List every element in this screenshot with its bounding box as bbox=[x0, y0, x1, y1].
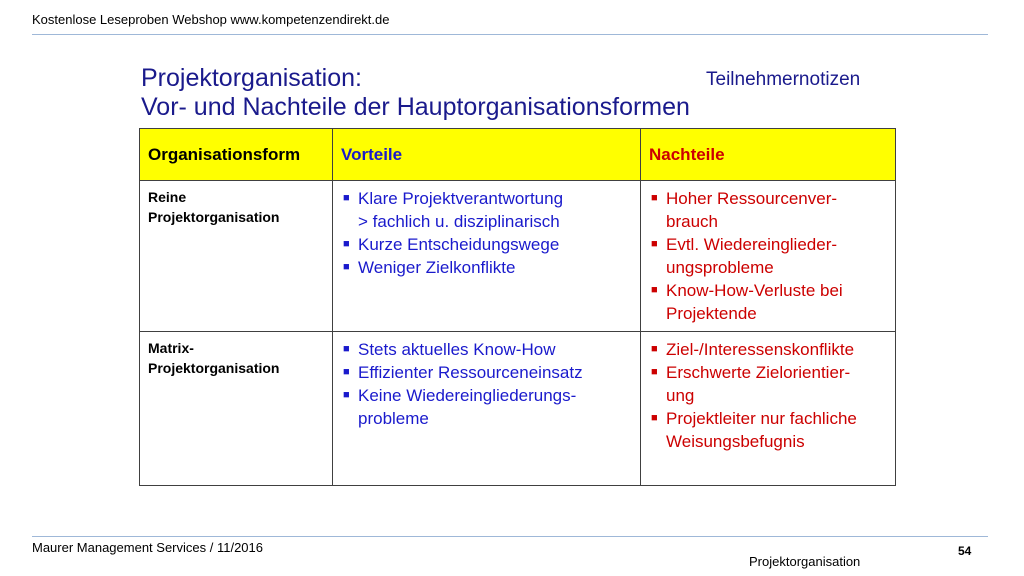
nachteile-cell bbox=[641, 332, 896, 486]
square-bullet-icon: ■ bbox=[343, 343, 350, 355]
vorteile-cell bbox=[333, 332, 641, 486]
org-label-line-1: Reine bbox=[148, 189, 187, 205]
table-row bbox=[140, 332, 896, 486]
list-item-text: Know-How-Verluste bei Projektende bbox=[666, 281, 843, 323]
list-item-text: Evtl. Wiedereinglieder- ungsprobleme bbox=[666, 235, 838, 277]
square-bullet-icon: ■ bbox=[651, 412, 658, 424]
notes-label: Teilnehmernotizen bbox=[706, 69, 861, 90]
header-vorteile: Vorteile bbox=[333, 129, 641, 181]
page-number: 54 bbox=[958, 544, 972, 558]
header-divider bbox=[32, 34, 988, 35]
list-item bbox=[343, 187, 632, 233]
list-item bbox=[651, 279, 887, 325]
title-line-1: Projektorganisation: bbox=[141, 64, 362, 92]
table-row bbox=[140, 181, 896, 332]
org-label-line-2: Projektorganisation bbox=[148, 360, 280, 376]
list-item-text: Klare Projektverantwortung > fachlich u. disziplinarisch bbox=[358, 189, 564, 231]
list-item-text: Hoher Ressourcenver- brauch bbox=[666, 189, 838, 231]
list-item bbox=[343, 384, 632, 430]
footer-credit: Maurer Management Services / 11/2016 bbox=[32, 540, 263, 555]
table-header-row bbox=[140, 129, 896, 181]
square-bullet-icon: ■ bbox=[343, 389, 350, 401]
list-item bbox=[651, 407, 887, 453]
list-item bbox=[651, 187, 887, 233]
footer-section-label: Projektorganisation bbox=[749, 554, 861, 569]
header-text: Kostenlose Leseproben Webshop www.kompetenzendirekt.de bbox=[32, 12, 390, 27]
list-item bbox=[651, 233, 887, 279]
square-bullet-icon: ■ bbox=[343, 261, 350, 273]
square-bullet-icon: ■ bbox=[343, 238, 350, 250]
square-bullet-icon: ■ bbox=[343, 366, 350, 378]
square-bullet-icon: ■ bbox=[651, 192, 658, 204]
square-bullet-icon: ■ bbox=[651, 366, 658, 378]
list-item-text: Projektleiter nur fachliche Weisungsbefugnis bbox=[666, 409, 857, 451]
list-item-text: Keine Wiedereingliederungs- probleme bbox=[358, 386, 577, 428]
nachteile-cell bbox=[641, 181, 896, 332]
org-cell bbox=[140, 181, 333, 332]
list-item-text: Stets aktuelles Know-How bbox=[358, 340, 556, 359]
list-item-text: Effizienter Ressourceneinsatz bbox=[358, 363, 583, 382]
comparison-table bbox=[139, 128, 896, 486]
footer-divider bbox=[32, 536, 988, 537]
list-item-text: Kurze Entscheidungswege bbox=[358, 235, 560, 254]
list-item bbox=[343, 361, 632, 384]
list-item bbox=[343, 256, 632, 279]
list-item bbox=[343, 338, 632, 361]
slide-title bbox=[141, 64, 690, 122]
square-bullet-icon: ■ bbox=[343, 192, 350, 204]
vorteile-cell bbox=[333, 181, 641, 332]
org-cell bbox=[140, 332, 333, 486]
list-item-text: Erschwerte Zielorientier- ung bbox=[666, 363, 851, 405]
org-label-line-1: Matrix- bbox=[148, 340, 194, 356]
header-organisationsform: Organisationsform bbox=[140, 129, 333, 181]
header-nachteile: Nachteile bbox=[641, 129, 896, 181]
org-label-line-2: Projektorganisation bbox=[148, 209, 280, 225]
list-item bbox=[651, 338, 887, 361]
list-item-text: Ziel-/Interessenskonflikte bbox=[666, 340, 855, 359]
title-line-2: Vor- und Nachteile der Hauptorganisationsformen bbox=[141, 93, 690, 121]
list-item bbox=[343, 233, 632, 256]
square-bullet-icon: ■ bbox=[651, 238, 658, 250]
square-bullet-icon: ■ bbox=[651, 343, 658, 355]
list-item bbox=[651, 361, 887, 407]
list-item-text: Weniger Zielkonflikte bbox=[358, 258, 516, 277]
square-bullet-icon: ■ bbox=[651, 284, 658, 296]
